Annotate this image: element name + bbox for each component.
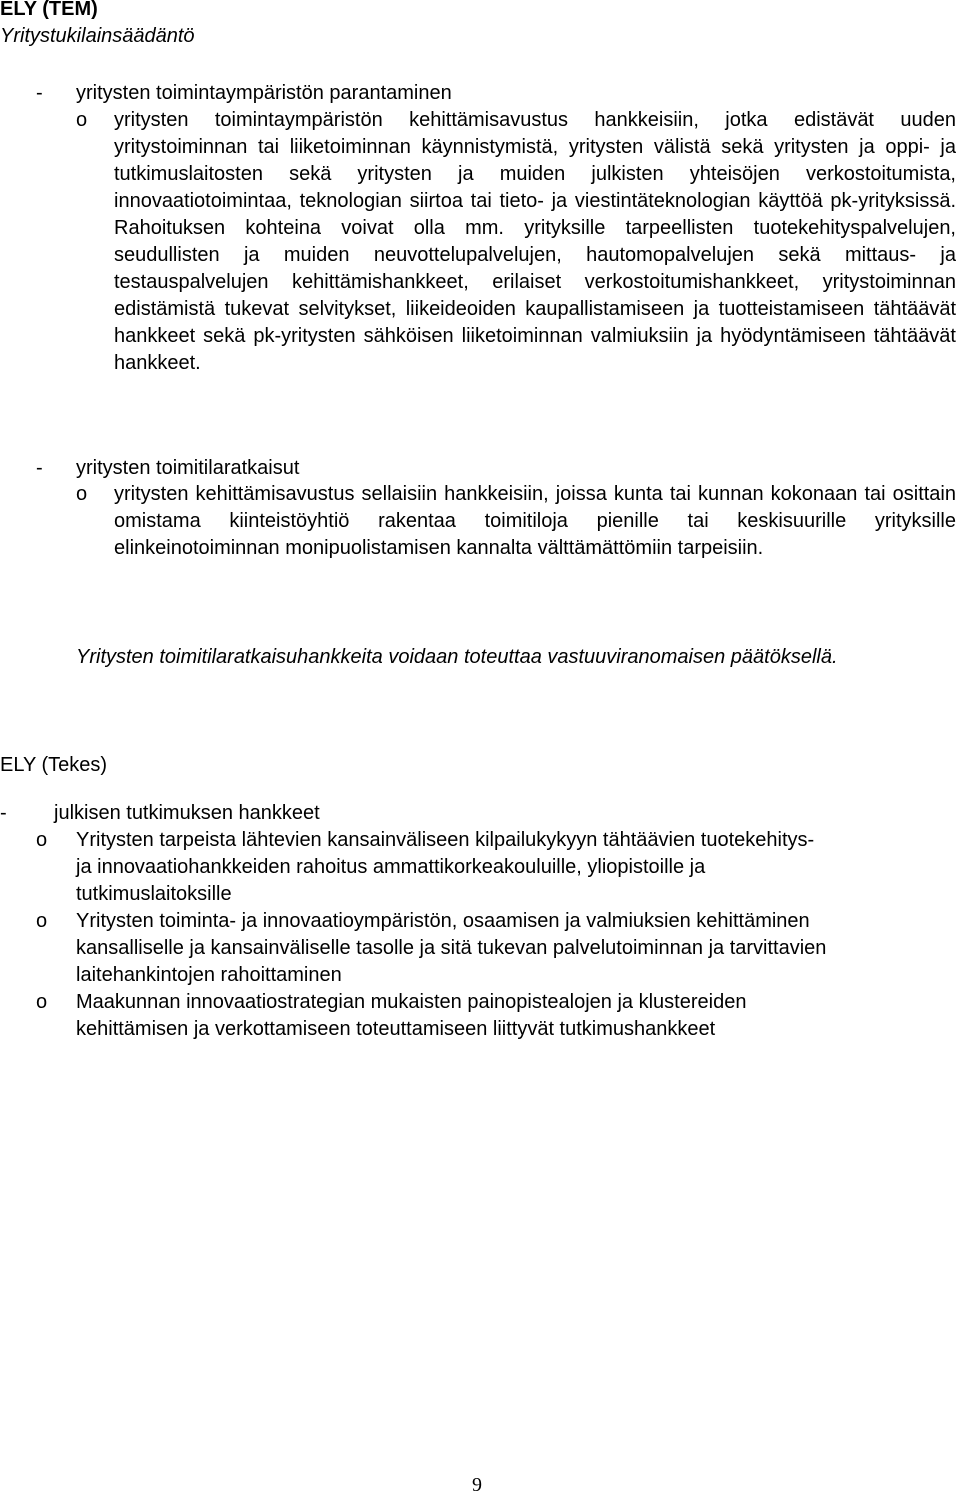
bullet-line: ja innovaatiohankkeiden rahoitus ammattikorkeakouluille, yliopistoille ja [76, 856, 706, 878]
bullet-line: tutkimuslaitoksille [76, 883, 232, 905]
dash-bullet: - [36, 82, 43, 104]
list-item-title: yritysten toimintaympäristön parantaminen [76, 82, 452, 104]
bullet-line: Yritysten tarpeista lähtevien kansainväliseen kilpailukykyyn tähtäävien tuotekehitys- [76, 829, 815, 851]
section-subheading: Yritystukilainsäädäntö [0, 25, 195, 47]
section-heading-ely-tekes: ELY (Tekes) [0, 754, 108, 776]
dash-bullet: - [36, 457, 43, 479]
list-item-title: yritysten toimitilaratkaisut [76, 457, 300, 479]
list-item-paragraph: yritysten kehittämisavustus sellaisiin hankkeisiin, joissa kunta tai kunnan kokonaan tai osittain omistama kiinteistöyhtiö rakentaa toimitiloja pienille tai keskisuurille yrityksille elinkeinotoiminnan monipuolistamisen kannalta välttämättömiin tarpeisiin. [114, 483, 956, 559]
bullet-line: Maakunnan innovaatiostrategian mukaisten painopistealojen ja klustereiden [76, 991, 747, 1013]
bullet-line: Yritysten toiminta- ja innovaatioympäristön, osaamisen ja valmiuksien kehittäminen [76, 910, 810, 932]
list-item-paragraph: yritysten toimintaympäristön kehittämisavustus hankkeisiin, jotka edistävät uuden yritystoiminnan tai liiketoiminnan käynnistymistä, yritysten välistä sekä yritysten ja oppi- ja tutkimuslaitosten sekä yritysten ja muiden julkisten yhteisöjen verkostoitumista, innovaatiotoimintaa, teknologian siirtoa tai tieto- ja viestintäteknologian käyttöä pk-yrityksissä. Rahoituksen kohteina voivat olla mm. yrityksille tarpeellisten tuotekehityspalvelujen, seudullisten ja muiden neuvottelupalvelujen, hautomopalvelujen sekä mittaus- ja testauspalvelujen kehittämishankkeet, erilaiset verkostoitumishankkeet, yritystoiminnan edistämistä tukevat selvitykset, liikeideoiden kaupallistamiseen ja tuotteistamiseen tähtäävät hankkeet sekä pk-yritysten sähköisen liiketoiminnan valmiuksiin ja hyödyntämiseen tähtäävät hankkeet. [114, 109, 956, 374]
circle-bullet: o [36, 910, 48, 932]
bullet-line: laitehankintojen rahoittaminen [76, 964, 342, 986]
page-number: 9 [472, 1474, 482, 1496]
circle-bullet: o [76, 483, 88, 505]
bullet-line: kansalliselle ja kansainväliselle tasolle ja sitä tukevan palvelutoiminnan ja tarvittavien [76, 937, 827, 959]
note-paragraph: Yritysten toimitilaratkaisuhankkeita voidaan toteuttaa vastuuviranomaisen päätöksellä. [76, 646, 838, 668]
circle-bullet: o [76, 109, 88, 131]
bullet-line: kehittämisen ja verkottamiseen toteuttamiseen liittyvät tutkimushankkeet [76, 1018, 716, 1040]
section-heading-ely-tem: ELY (TEM) [0, 0, 98, 20]
list-item-title: julkisen tutkimuksen hankkeet [54, 802, 320, 824]
circle-bullet: o [36, 829, 48, 851]
circle-bullet: o [36, 991, 48, 1013]
dash-bullet: - [0, 802, 7, 824]
